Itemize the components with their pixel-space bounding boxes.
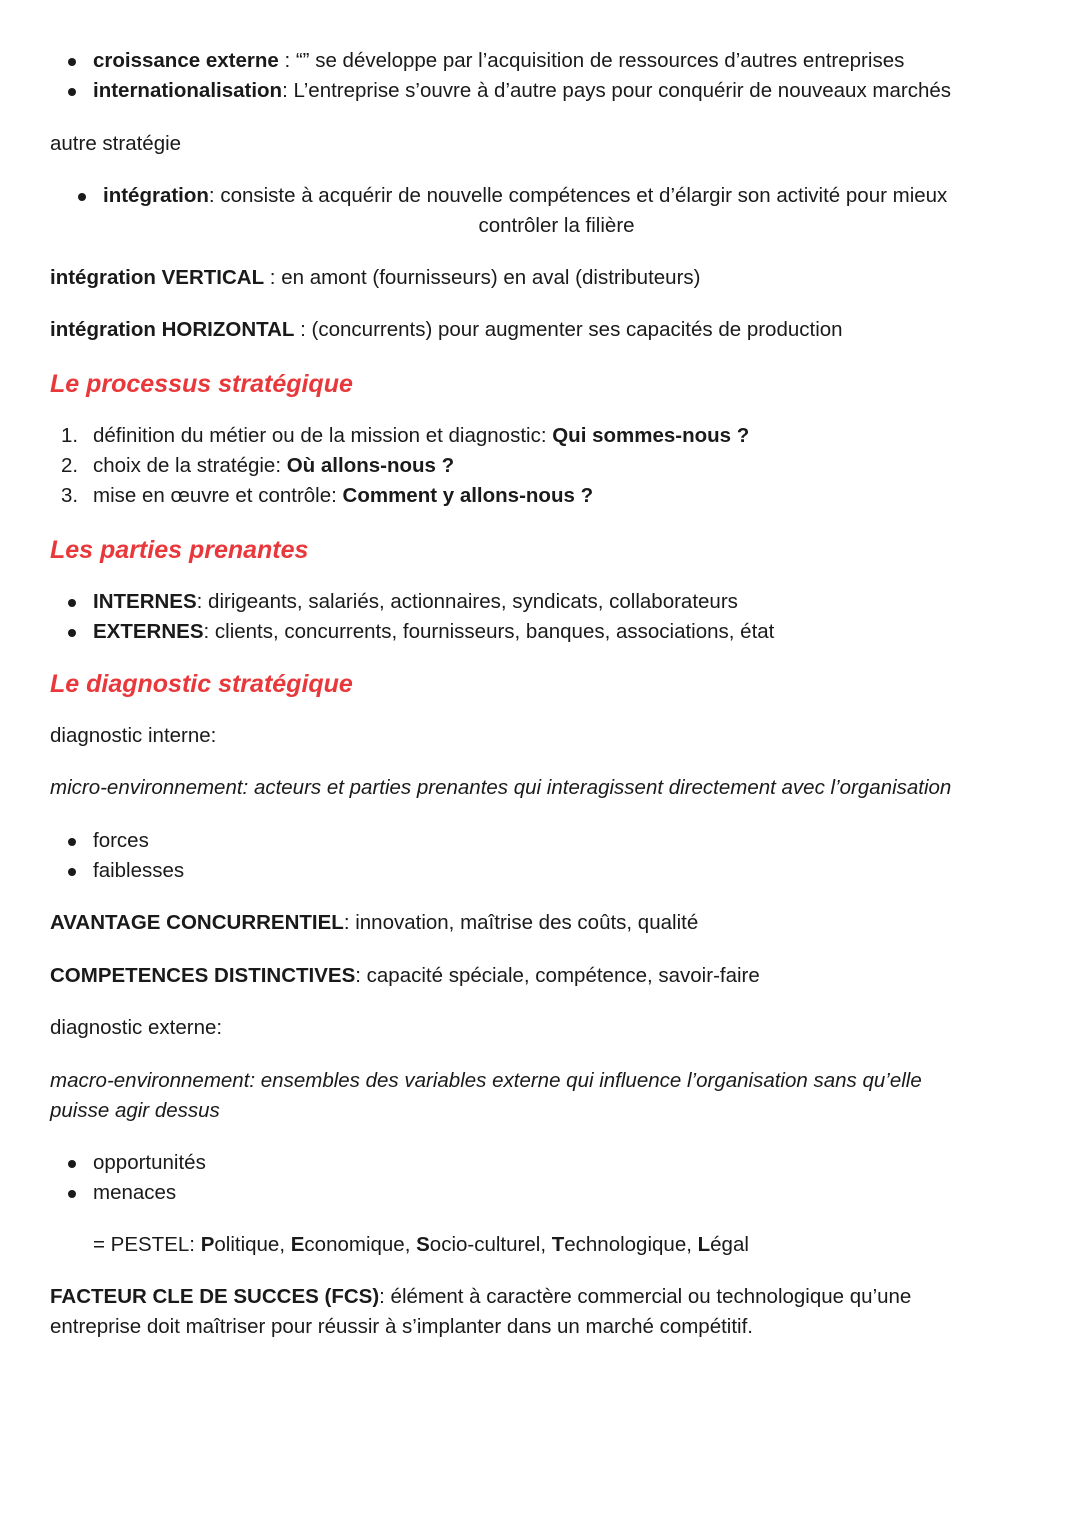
section-title-diagnostic: Le diagnostic stratégique: [50, 670, 353, 698]
parties-list: [50, 587, 1030, 647]
list-item: 3. mise en œuvre et contrôle: Comment y allons-nous ?: [61, 484, 594, 507]
externe-list: [50, 1148, 1030, 1208]
diagnostic-externe-label: diagnostic externe:: [50, 1016, 223, 1039]
list-item: menaces: [50, 1178, 1030, 1208]
autre-strategie-label: autre stratégie: [50, 132, 182, 155]
facteur-cle-succes: FACTEUR CLE DE SUCCES (FCS): élément à caractère commercial ou technologique qu’une entreprise doit maîtriser pour réussir à s’implanter dans un marché compétitif.: [50, 1285, 912, 1338]
term: croissance externe: [93, 49, 279, 72]
diagnostic-interne-label: diagnostic interne:: [50, 724, 217, 747]
list-item: INTERNES: dirigeants, salariés, actionnaires, syndicats, collaborateurs: [50, 587, 1030, 617]
list-item: opportunités: [50, 1148, 1030, 1178]
micro-environnement: micro-environnement: acteurs et parties prenantes qui interagissent directement avec l’organisation: [50, 776, 952, 799]
section-title-parties: Les parties prenantes: [50, 536, 309, 564]
list-item: EXTERNES: clients, concurrents, fournisseurs, banques, associations, état: [50, 617, 1030, 647]
avantage-concurrentiel: AVANTAGE CONCURRENTIEL: innovation, maîtrise des coûts, qualité: [50, 911, 699, 934]
integration-item: intégration: consiste à acquérir de nouvelle compétences et d’élargir son activité pour mieux contrôler la filière: [50, 181, 1030, 241]
competences-distinctives: COMPETENCES DISTINCTIVES: capacité spéciale, compétence, savoir-faire: [50, 964, 760, 987]
list-item: forces: [50, 826, 1030, 856]
pestel-line: = PESTEL: Politique, Economique, Socio-culturel, Technologique, Légal: [93, 1233, 749, 1256]
integration-horizontal: intégration HORIZONTAL : (concurrents) pour augmenter ses capacités de production: [50, 318, 843, 341]
interne-list: [50, 826, 1030, 886]
term: internationalisation: [93, 79, 283, 102]
section-title-processus: Le processus stratégique: [50, 370, 353, 398]
list-item: faiblesses: [50, 856, 1030, 886]
list-item: 1. définition du métier ou de la mission et diagnostic: Qui sommes-nous ?: [61, 424, 750, 447]
integration-vertical: intégration VERTICAL : en amont (fournisseurs) en aval (distributeurs): [50, 266, 701, 289]
list-item: croissance externe : “” se développe par l’acquisition de ressources d’autres entreprises: [50, 46, 1030, 76]
list-item: internationalisation: L’entreprise s’ouvre à d’autre pays pour conquérir de nouveaux marchés: [50, 76, 1030, 106]
processus-steps: [50, 421, 1030, 511]
growth-list: [50, 46, 1030, 106]
list-item: 2. choix de la stratégie: Où allons-nous ?: [61, 454, 455, 477]
macro-environnement: macro-environnement: ensembles des variables externe qui influence l’organisation sans qu’elle puisse agir dessus: [50, 1069, 922, 1122]
